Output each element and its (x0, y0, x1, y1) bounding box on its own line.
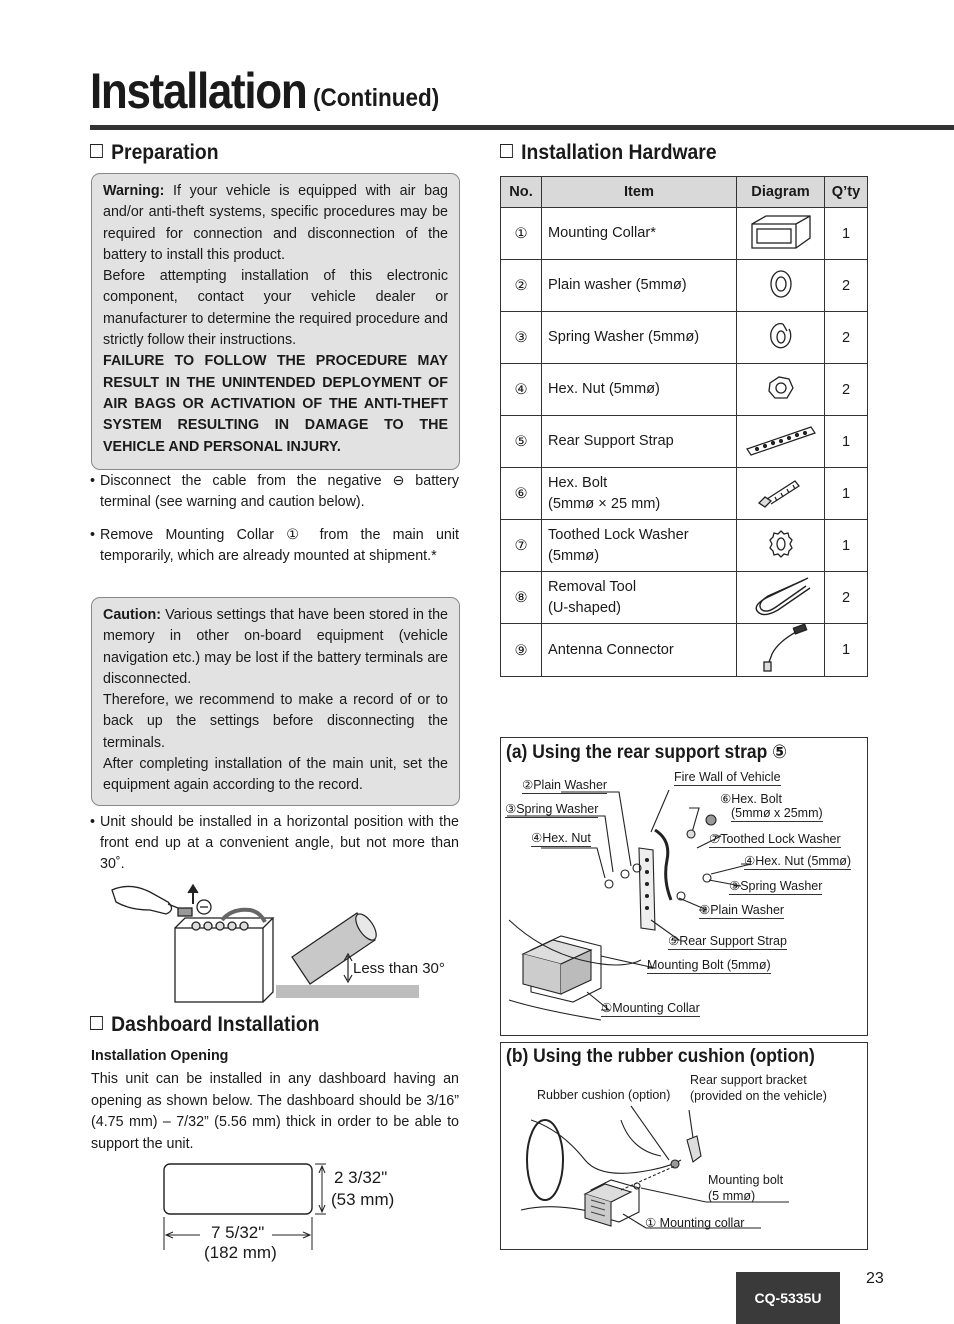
spring-washer-icon (761, 319, 801, 353)
caution-p1: Caution: Various settings that have been stored in the memory in other on-board equipment (vehicle navigation etc.) may be lost if the battery terminals are disconnected. (103, 607, 448, 687)
dashboard-heading: Dashboard Installation (90, 1013, 319, 1037)
warning-p2: Before attempting installation of this electronic component, contact your vehicle dealer or manufacturer to determine the required procedure and strictly follow their instructions. (103, 268, 448, 349)
checkbox-square-icon (500, 144, 513, 158)
removal-tool-icon (748, 574, 814, 618)
warning-p1: Warning: If your vehicle is equipped with air bag and/or anti-theft systems, specific procedures may be required for connection and disconnection of the battery to install this product. (103, 183, 448, 263)
label-hex-nut-right: ④Hex. Nut (5mmø) (744, 854, 852, 868)
col-qty: Q’ty (825, 177, 868, 208)
preparation-heading: Preparation (90, 141, 219, 165)
table-row: ⑧ Removal Tool (U-shaped) 2 (501, 572, 868, 624)
plain-washer-icon (761, 267, 801, 301)
label-hex-bolt: ⑥Hex. Bolt (720, 792, 782, 806)
height-mm: (53 mm) (331, 1190, 395, 1209)
dashboard-text: This unit can be installed in any dashboard having an opening as shown below. The dashboard should be 3/16” (4.75 mm) – 7/32” (5.56 mm) thick in order to be able to support the unit. (91, 1071, 459, 1152)
label-fire-wall: Fire Wall of Vehicle (674, 770, 781, 784)
checkbox-square-icon (90, 144, 103, 158)
label-hex-nut-left: ④Hex. Nut (531, 831, 591, 845)
installation-opening-heading: Installation Opening (91, 1048, 229, 1064)
label-mounting-collar: ①Mounting Collar (601, 1001, 700, 1015)
width-inches: 7 5/32" (211, 1223, 265, 1242)
label-plain-washer-left: ②Plain Washer (522, 778, 608, 792)
bullet-remove-collar: • Remove Mounting Collar ① from the main unit temporarily, which are already mounted at shipment.* (90, 527, 459, 564)
mounting-collar-icon (746, 210, 816, 254)
col-item: Item (542, 177, 737, 208)
col-diagram: Diagram (737, 177, 825, 208)
bullet-horizontal: • Unit should be installed in a horizontal position with the front end up at a convenient angle, but not more than 30˚. (90, 814, 459, 872)
page-subtitle: (Continued) (313, 84, 440, 112)
table-row: ④ Hex. Nut (5mmø) 2 (501, 364, 868, 416)
label-mounting-bolt-size-b: (5 mmø) (708, 1189, 756, 1203)
label-lock-washer: ⑦Toothed Lock Washer (709, 832, 841, 846)
label-rear-support-strap: ⑤Rear Support Strap (668, 934, 787, 948)
label-rear-bracket-note: (provided on the vehicle) (690, 1089, 827, 1103)
label-plain-washer-right: ②Plain Washer (699, 903, 785, 917)
width-mm: (182 mm) (204, 1243, 277, 1262)
table-row: ⑤ Rear Support Strap 1 (501, 416, 868, 468)
title-rule (90, 125, 954, 130)
checkbox-square-icon (90, 1016, 103, 1030)
hardware-table (500, 176, 868, 677)
col-no: No. (501, 177, 542, 208)
label-mounting-bolt-b: Mounting bolt (708, 1173, 784, 1187)
label-rubber-cushion: Rubber cushion (option) (537, 1088, 671, 1102)
table-row: ⑥ Hex. Bolt (5mmø × 25 mm) 1 (501, 468, 868, 520)
warning-caps: FAILURE TO FOLLOW THE PROCEDURE MAY RESULT IN THE UNINTENDED DEPLOYMENT OF AIR BAGS OR ACTIVATION OF THE ANTI-THEFT SYSTEM RESULTING IN DAMAGE TO THE VEHICLE AND PERSONAL INJURY. (103, 353, 448, 455)
angle-label: Less than 30° (353, 960, 445, 977)
page-number: 23 (866, 1270, 884, 1287)
page-title: Installation (90, 63, 307, 119)
table-row: ⑦ Toothed Lock Washer (5mmø) 1 (501, 520, 868, 572)
table-row: ③ Spring Washer (5mmø) 2 (501, 312, 868, 364)
table-header-row (501, 177, 868, 208)
caution-p3: After completing installation of the main unit, set the equipment again according to the record. (103, 756, 448, 794)
model-badge: CQ-5335U (736, 1272, 840, 1324)
label-mounting-bolt: Mounting Bolt (5mmø) (647, 958, 771, 972)
caution-p2: Therefore, we recommend to make a record of or to back up the settings before disconnecting the terminals. (103, 692, 448, 751)
table-row: ⑨ Antenna Connector 1 (501, 624, 868, 677)
support-strap-icon (745, 423, 817, 457)
label-spring-washer-right: ③Spring Washer (729, 879, 823, 893)
label-mounting-collar-b: ① Mounting collar (645, 1216, 745, 1230)
bullet-disconnect: • Disconnect the cable from the negative ⊖ battery terminal (see warning and caution below). (90, 473, 459, 510)
table-row: ② Plain washer (5mmø) 2 (501, 260, 868, 312)
lock-washer-icon (761, 527, 801, 561)
label-hex-bolt-size: (5mmø x 25mm) (731, 806, 823, 820)
hand-icon (112, 886, 172, 914)
hex-nut-icon (761, 371, 801, 405)
height-inches: 2 3/32" (334, 1168, 388, 1187)
unit-angle-icon (276, 911, 419, 998)
figure-a-title: (a) Using the rear support strap ⑤ (506, 742, 787, 763)
figure-b-title: (b) Using the rubber cushion (option) (506, 1046, 815, 1067)
warning-box (91, 173, 460, 470)
table-row: ① Mounting Collar* 1 (501, 208, 868, 260)
battery-illustration (110, 880, 460, 1005)
label-rear-bracket: Rear support bracket (690, 1073, 807, 1087)
antenna-connector-icon (748, 624, 814, 672)
hex-bolt-icon (751, 475, 811, 509)
hardware-heading: Installation Hardware (500, 141, 717, 165)
caution-box (91, 597, 460, 806)
label-spring-washer-left: ③Spring Washer (505, 802, 599, 816)
